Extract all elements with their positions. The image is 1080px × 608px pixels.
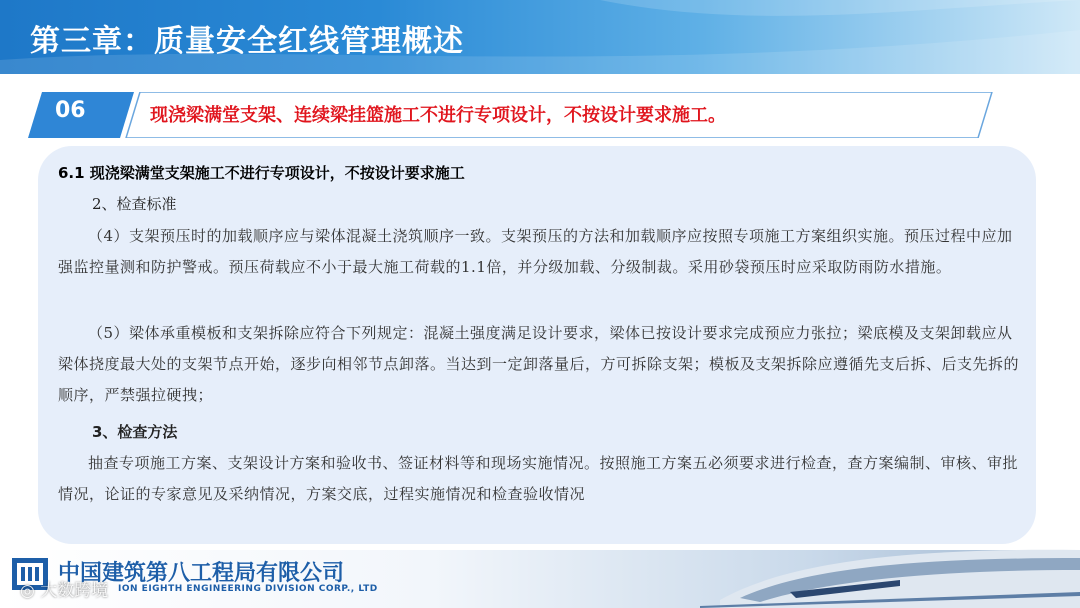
section-number: 06 — [55, 98, 86, 123]
header-bar — [0, 0, 1080, 74]
watermark-label: 大数跨境 — [40, 581, 109, 601]
train-image — [700, 540, 1080, 608]
company-name-en: ION EIGHTH ENGINEERING DIVISION CORP., LTD — [118, 584, 378, 594]
watermark-icon: ◎ — [20, 581, 41, 601]
section-heading: 现浇梁满堂支架、连续梁挂篮施工不进行专项设计，不按设计要求施工。 — [150, 105, 726, 126]
subhead-method: 3、检查方法 — [92, 423, 178, 441]
company-name-cn: 中国建筑第八工程局有限公司 — [58, 561, 345, 586]
watermark-text — [20, 576, 108, 601]
content-title: 6.1 现浇梁满堂支架施工不进行专项设计，不按设计要求施工 — [58, 164, 465, 182]
paragraph-5: （5）梁体承重模板和支架拆除应符合下列规定：混凝土强度满足设计要求，梁体已按设计要求完成预应力张拉；梁底模及支架卸载应从梁体挠度最大处的支架节点开始，逐步向相邻节点卸落。当达到一定卸落量后，方可拆除支架；模板及支架拆除应遵循先支后拆、后支先拆的顺序，严禁强拉硬拽； — [58, 324, 1020, 404]
paragraph-method: 抽查专项施工方案、支架设计方案和验收书、签证材料等和现场实施情况。按照施工方案五必须要求进行检查，查方案编制、审核、审批情况，论证的专家意见及采纳情况，方案交底，过程实施情况和检查验收情况 — [58, 454, 1019, 503]
paragraph-4: （4）支架预压时的加载顺序应与梁体混凝土浇筑顺序一致。支架预压的方法和加载顺序应按照专项施工方案组织实施。预压过程中应加强监控量测和防护警戒。预压荷载应不小于最大施工荷载的1.1倍，并分级加载、分级制裁。采用砂袋预压时应采取防雨防水措施。 — [58, 227, 1013, 276]
subhead-standard: 2、检查标准 — [92, 195, 177, 213]
page-title: 第三章：质量安全红线管理概述 — [30, 24, 464, 59]
